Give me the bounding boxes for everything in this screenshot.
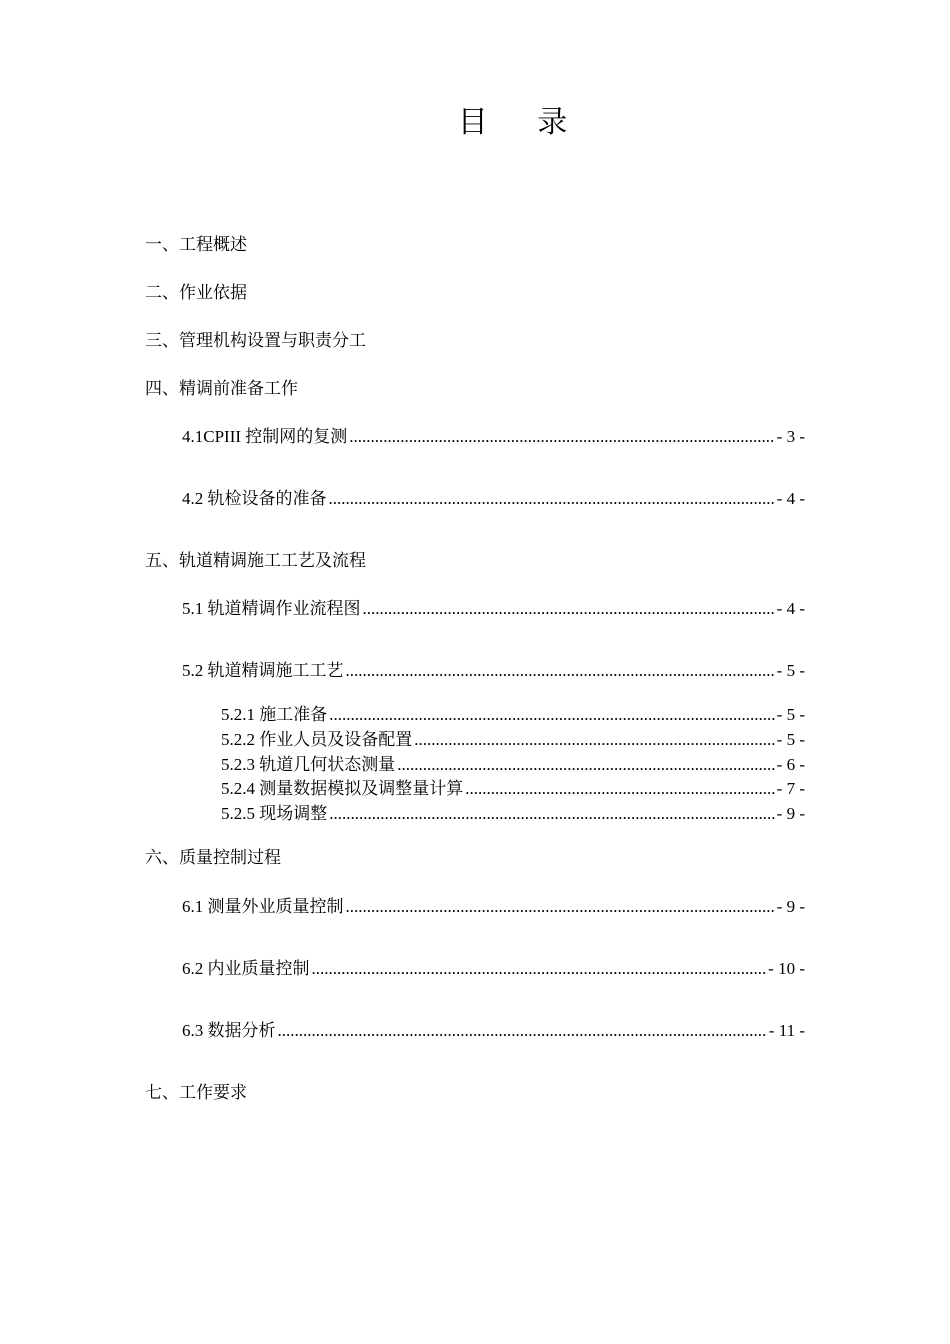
toc-leader-dots [329, 487, 775, 511]
toc-entry-4[interactable]: 四、精调前准备工作 [145, 379, 298, 398]
toc-page-number: - 3 - [776, 427, 805, 446]
toc-entry-text: 5.2.4 测量数据模拟及调整量计算 [221, 779, 464, 798]
toc-entry-5-2[interactable] [182, 659, 805, 683]
toc-entry-2[interactable]: 二、作业依据 [145, 283, 247, 302]
toc-page-number: - 4 - [776, 599, 805, 618]
toc-page-number: - 11 - [768, 1021, 805, 1040]
toc-entry-text: 6.1 测量外业质量控制 [182, 897, 344, 916]
toc-page-number: - 5 - [776, 730, 805, 749]
toc-entry-6-2[interactable] [182, 957, 805, 981]
toc-entry-4-1[interactable] [182, 425, 805, 449]
toc-page-number: - 10 - [768, 959, 805, 978]
toc-entry-text: 4.2 轨检设备的准备 [182, 489, 327, 508]
toc-entry-5-2-5[interactable] [221, 802, 805, 826]
toc-leader-dots [363, 597, 775, 621]
toc-entry-3[interactable]: 三、管理机构设置与职责分工 [145, 331, 366, 350]
toc-entry-text: 5.2.3 轨道几何状态测量 [221, 755, 396, 774]
toc-entry-6[interactable]: 六、质量控制过程 [145, 848, 281, 867]
toc-leader-dots [278, 1019, 767, 1043]
toc-entry-text: 4.1CPIII 控制网的复测 [182, 427, 348, 446]
toc-leader-dots [329, 802, 774, 826]
toc-entry-5-2-3[interactable] [221, 753, 805, 777]
toc-page-number: - 9 - [776, 804, 805, 823]
toc-entry-6-3[interactable] [182, 1019, 805, 1043]
toc-leader-dots [346, 659, 775, 683]
toc-entry-text: 6.3 数据分析 [182, 1021, 276, 1040]
toc-leader-dots [414, 728, 774, 752]
toc-entry-5-2-4[interactable] [221, 777, 805, 801]
toc-entry-5[interactable]: 五、轨道精调施工工艺及流程 [145, 551, 366, 570]
toc-page-number: - 9 - [776, 897, 805, 916]
page-title: 目 录 [457, 105, 588, 140]
toc-entry-1[interactable]: 一、工程概述 [145, 235, 247, 254]
toc-page-number: - 5 - [776, 705, 805, 724]
toc-entry-7[interactable]: 七、工作要求 [145, 1083, 247, 1102]
toc-page-number: - 7 - [776, 779, 805, 798]
toc-page-number: - 6 - [776, 755, 805, 774]
toc-entry-5-1[interactable] [182, 597, 805, 621]
toc-entry-text: 5.2.2 作业人员及设备配置 [221, 730, 413, 749]
toc-entry-text: 5.2 轨道精调施工工艺 [182, 661, 344, 680]
toc-leader-dots [349, 425, 774, 449]
toc-leader-dots [346, 895, 775, 919]
toc-entry-text: 5.1 轨道精调作业流程图 [182, 599, 361, 618]
toc-entry-text: 5.2.1 施工准备 [221, 705, 328, 724]
toc-page-number: - 5 - [776, 661, 805, 680]
toc-entry-5-2-1[interactable] [221, 703, 805, 727]
toc-page-number: - 4 - [776, 489, 805, 508]
toc-entry-5-2-2[interactable] [221, 728, 805, 752]
toc-entry-4-2[interactable] [182, 487, 805, 511]
toc-leader-dots [329, 703, 774, 727]
toc-entry-text: 5.2.5 现场调整 [221, 804, 328, 823]
toc-leader-dots [465, 777, 774, 801]
toc-entry-text: 6.2 内业质量控制 [182, 959, 310, 978]
toc-leader-dots [312, 957, 767, 981]
toc-entry-6-1[interactable] [182, 895, 805, 919]
toc-leader-dots [397, 753, 774, 777]
